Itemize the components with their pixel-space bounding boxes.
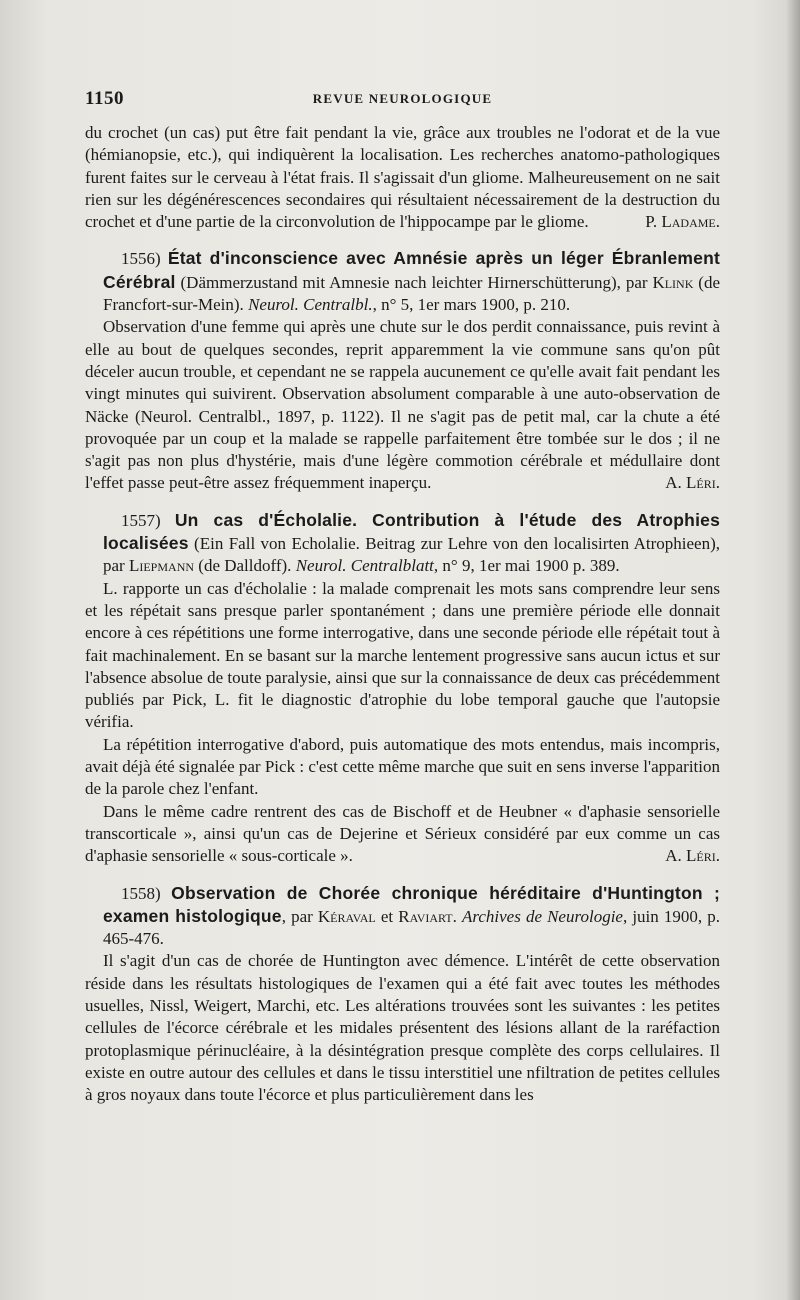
entry-number: 1556) (121, 249, 161, 269)
entry-number: 1557) (121, 510, 161, 530)
entry-title: Observation de Chorée chronique héréditaire d'Huntington ; examen histologique (103, 882, 721, 926)
entry-journal: Archives de Neurologie (462, 906, 623, 926)
entry-author: Kéraval (317, 906, 376, 926)
signature: P. Ladame. (645, 212, 720, 232)
signature: A. Léri. (665, 846, 720, 866)
signature: A. Léri. (665, 473, 720, 493)
entry-heading (85, 882, 720, 951)
running-title: REVUE NEUROLOGIQUE (312, 91, 493, 106)
abstract-entry-1557 (85, 509, 720, 868)
intro-text: du crochet (un cas) put être fait pendant la vie, grâce aux troubles ne l'odorat et de la vue (hémianopsie, etc.), qui indiquèrent la localisation. Les recherches anatomo-pathologiques furent faites sur le cerveau à l'état frais. Il s'agissait d'un gliome. Malheureusement on ne sait rien sur les dégénérescences secondaires qui résultaient nécessairement de la destruction du crochet et d'une partie de la circonvolution de l'hippocampe par le gliome. (85, 123, 720, 232)
entry-author: Raviart (398, 906, 453, 926)
entry-journal: Neurol. Centralbl. (248, 295, 373, 315)
intro-paragraph (85, 122, 720, 233)
entry-reference: , par (281, 906, 318, 926)
abstract-entry-1558 (85, 882, 720, 1107)
entry-reference: , juin 1900, p. 465-476. (103, 906, 720, 949)
entry-paragraph: La répétition interrogative d'abord, puis automatique des mots entendus, mais incompris, avait déjà été signalée par Pick : c'est cette même marche que suit en sens inverse l'apparition de la parole chez l'enfant. (85, 734, 720, 799)
entry-reference: (Dämmerzustand mit Amnesie nach leichter Hirnerschütterung), par (175, 272, 653, 292)
entry-author: Klink (652, 272, 694, 292)
entry-reference: (de Dalldoff). (194, 556, 296, 576)
entry-journal: Neurol. Centralblatt (295, 556, 434, 576)
entry-paragraph: L. rapporte un cas d'écholalie : la malade comprenait les mots sans comprendre leur sens et les répétait sans presque parler spontanément ; dans une première période elle donnait encore à ces répétitions une forme interrogative, dans une seconde période elle répétait tout à fait machinalement. En se basant sur la marche lentement progressive sans aucun ictus et sur l'absence absolue de toute paralysie, ainsi que sur la connaissance de deux cas précédemment publiés par Pick, L. fit le diagnostic d'atrophie du lobe temporal gauche que l'autopsie vérifia. (85, 578, 720, 732)
page-number: 1150 (85, 88, 124, 109)
entry-title: Un cas d'Écholalie. Contribution à l'étude des Atrophies localisées (103, 509, 720, 554)
page-header (85, 88, 720, 114)
entry-paragraph (85, 316, 720, 494)
article-body (85, 122, 720, 1106)
entry-reference: , n° 9, 1er mai 1900 p. 389. (433, 556, 620, 576)
entry-paragraph: Il s'agit d'un cas de chorée de Huntington avec démence. L'intérêt de cette observation réside dans les résultats histologiques de l'examen qui a été fait avec toutes les méthodes usuelles, Nissl, Weigert, Marchi, etc. Les altérations trouvées sont les suivantes : les petites cellules de l'écorce cérébrale et les midales présentent des lésions allant de la raréfaction protoplasmique périnucléaire, à la désintégration presque complète des corps cellulaires. Il existe en outre autour des cellules et dans le tissu interstitiel une nfiltration de petites cellules à gros noyaux dans toute l'écorce et plus particulièrement dans les (85, 951, 720, 1105)
entry-reference: et (375, 906, 399, 926)
entry-reference: (Ein Fall von Echolalie. Beitrag zur Lehre von den localisirten Atrophieen), par (103, 534, 720, 576)
entry-heading (85, 247, 720, 316)
abstract-entry-1556 (85, 247, 720, 494)
entry-paragraph (85, 801, 720, 868)
paragraph-text: Observation d'une femme qui après une chute sur le dos perdit connaissance, puis revint à elle au bout de quelques secondes, reprit apparemment la vie commune sans qu'on pût déceler aucun trouble, et cependant ne se rappela aucunement ce qu'elle avait fait pendant les vingt minutes qui suivirent. Observation absolument comparable à une auto-observation de Näcke (Neurol. Centralbl., 1897, p. 1122). Il ne s'agit pas de petit mal, car la chute a été provoquée par un coup et la malade se rappelle parfaitement être tombée sur le dos ; il ne s'agit pas non plus d'hystérie, mais d'une légère commotion cérébrale et médullaire dont l'effet passe peut-être assez fréquemment inaperçu. (85, 317, 720, 493)
entry-author: Liepmann (128, 556, 195, 576)
entry-number: 1558) (121, 883, 161, 903)
entry-reference: , n° 5, 1er mars 1900, p. 210. (372, 295, 571, 315)
paragraph-text: Dans le même cadre rentrent des cas de Bischoff et de Heubner « d'aphasie sensorielle transcorticale », ainsi qu'un cas de Dejerine et Sérieux considéré par eux comme un cas d'aphasie sensorielle « sous-corticale ». (85, 801, 720, 866)
entry-heading (85, 509, 720, 578)
entry-title: État d'inconscience avec Amnésie après un léger Ébranlement Cérébral (103, 248, 721, 292)
entry-reference: . (452, 906, 462, 926)
entry-reference: (de Francfort-sur-Mein). (103, 272, 720, 315)
